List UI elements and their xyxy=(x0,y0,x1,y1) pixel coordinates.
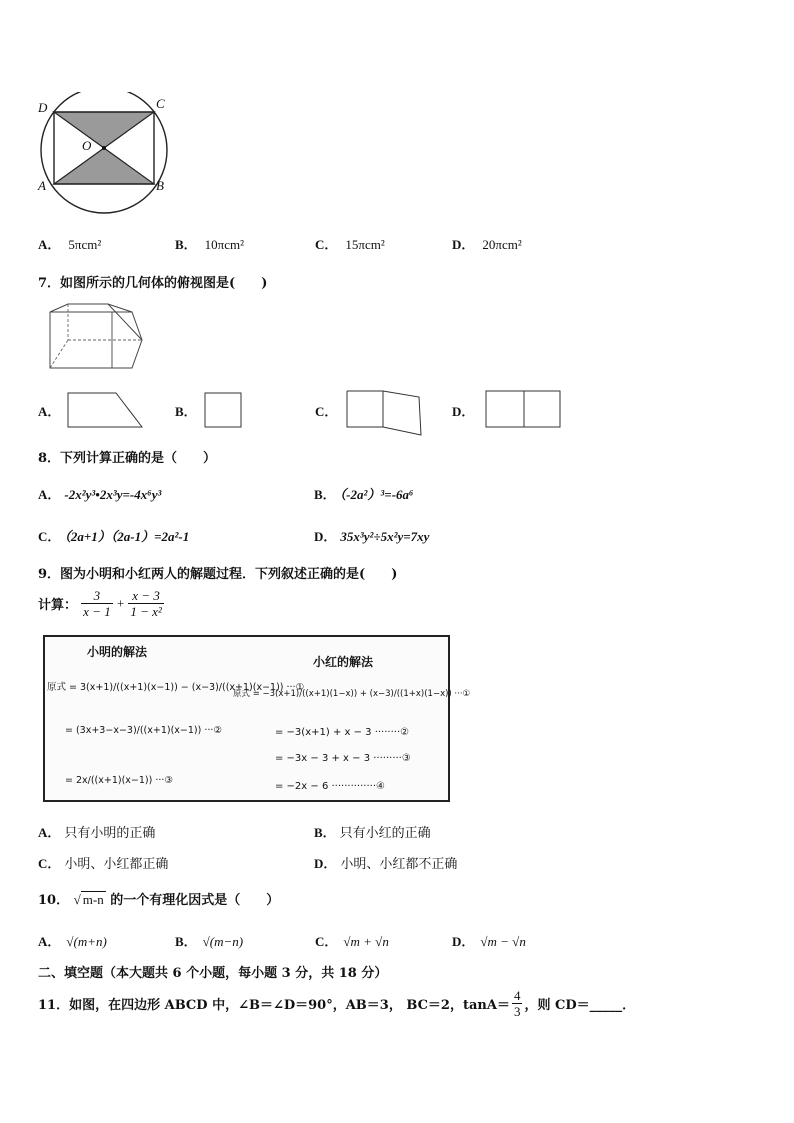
q6-option-b[interactable]: B． 10πcm² xyxy=(175,237,245,252)
prism-3d-icon xyxy=(46,302,146,372)
q8-option-a[interactable]: A． -2x²y³•2x³y=-4x⁶y³ xyxy=(38,487,162,502)
q10-option-a[interactable]: A． √(m+n) xyxy=(38,934,107,949)
xiaoming-title: 小明的解法 xyxy=(87,645,148,659)
xiaohong-line-1: 原式 = −3(x+1)/((x+1)(1−x)) + (x−3)/((1+x)(1−x)) ···① xyxy=(233,689,471,699)
q7-option-a[interactable]: A． xyxy=(38,389,158,429)
q6-option-c[interactable]: C． 15πcm² xyxy=(315,237,385,252)
q6-option-d[interactable]: D． 20πcm² xyxy=(452,237,522,252)
fraction-2: $\frac{x - 3}{\text{1 − x²}}$ xyxy=(130,588,162,619)
fraction-1: $\frac{3}{x - 1}$ xyxy=(83,588,111,619)
q8-option-d[interactable]: D． 35x³y²÷5x²y=7xy xyxy=(314,529,430,544)
q6-figure xyxy=(34,92,174,222)
q11-stem: 11．如图，在四边形 ABCD 中，∠B＝∠D＝90°，AB＝3， BC＝2，tanA＝ $\frac{4}{3}$ ，则 CD＝_____． xyxy=(38,987,636,1019)
fraction-4-over-3: $\frac{4}{3}$ xyxy=(513,987,521,1019)
label-O: O xyxy=(82,138,92,153)
xiaoming-line-1: 原式 = 3(x+1)/((x+1)(x−1)) − (x−3)/((x+1)(x−1)) ···① xyxy=(47,682,305,693)
q9-option-b[interactable]: B． 只有小红的正确 xyxy=(314,825,431,841)
xiaohong-line-4: = −2x − 6 ··············④ xyxy=(275,781,385,792)
q9-option-c[interactable]: C． 小明、小红都正确 xyxy=(38,856,169,872)
xiaohong-line-3: = −3x − 3 + x − 3 ·········③ xyxy=(275,753,411,764)
xiaoming-line-2: = (3x+3−x−3)/((x+1)(x−1)) ···② xyxy=(65,725,222,736)
q7-stem: 7．如图所示的几何体的俯视图是( ) xyxy=(38,276,268,291)
sqrt-m-minus-n: √ m-n xyxy=(73,892,104,907)
circle-rectangle-diagram xyxy=(34,92,174,222)
square-view-icon xyxy=(203,391,243,429)
q10-stem: 10． √ m-n 的一个有理化因式是（ ） xyxy=(38,892,280,908)
two-panel-skewed-view-icon xyxy=(345,389,425,437)
q6-option-a[interactable]: A． 5πcm² xyxy=(38,237,102,252)
xiaohong-line-2: = −3(x+1) + x − 3 ········② xyxy=(275,727,410,738)
q10-option-c[interactable]: C． √m + √n xyxy=(315,934,389,949)
label-D: D xyxy=(38,100,48,115)
q9-solutions-image xyxy=(43,635,471,802)
q8-stem: 8．下列计算正确的是（ ） xyxy=(38,451,217,466)
q7-solid-figure xyxy=(46,302,146,376)
xiaohong-title: 小红的解法 xyxy=(313,655,374,669)
label-C: C xyxy=(156,96,165,111)
trapezoid-view-icon xyxy=(66,391,146,429)
q7-option-d[interactable]: D． xyxy=(452,389,572,431)
q10-option-b[interactable]: B． √(m−n) xyxy=(175,934,244,949)
q8-option-c[interactable]: C． （2a+1）（2a-1）=2a²-1 xyxy=(38,529,190,544)
label-A: A xyxy=(38,178,46,193)
q8-option-b[interactable]: B． （-2a²）³=-6a⁶ xyxy=(314,487,414,502)
q7-option-b[interactable]: B． xyxy=(175,389,255,429)
q9-option-a[interactable]: A． 只有小明的正确 xyxy=(38,825,156,841)
section-2-title: 二、填空题（本大题共 6 个小题，每小题 3 分，共 18 分） xyxy=(38,966,388,981)
q9-option-d[interactable]: D． 小明、小红都不正确 xyxy=(314,856,458,872)
q7-option-c[interactable]: C． xyxy=(315,389,435,437)
xiaoming-line-3: = 2x/((x+1)(x−1)) ···③ xyxy=(65,775,173,786)
q10-option-d[interactable]: D． √m − √n xyxy=(452,934,526,949)
label-B: B xyxy=(156,178,164,193)
two-squares-view-icon xyxy=(484,389,564,431)
q9-stem: 9．图为小明和小红两人的解题过程．下列叙述正确的是( ) xyxy=(38,567,398,582)
q9-calc-expression: 计算： $\frac{3}{x - 1}$ + $\frac{x - 3}{\text{1 − x²}}$ xyxy=(38,588,162,619)
